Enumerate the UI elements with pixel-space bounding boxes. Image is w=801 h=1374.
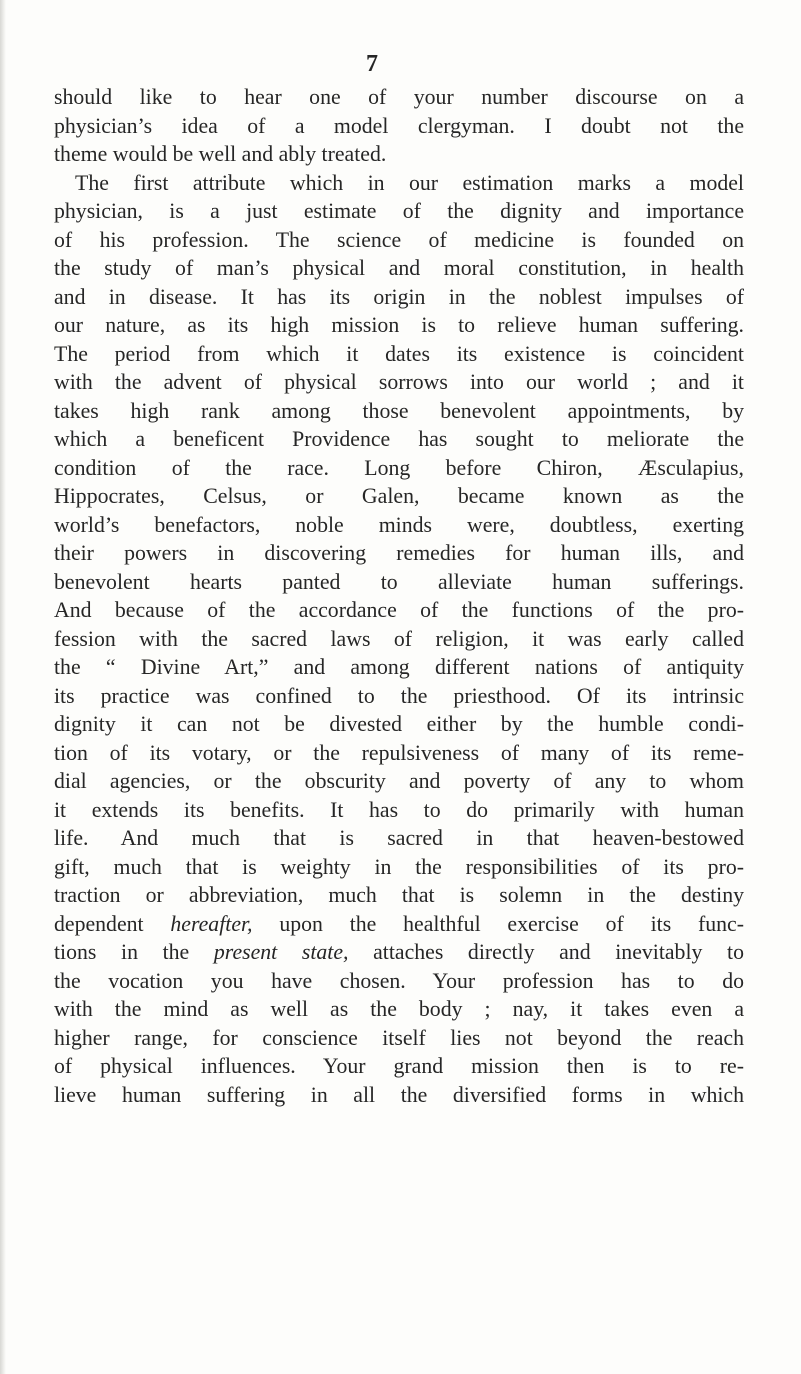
text-line: higher range, for conscience itself lies not beyond the reach xyxy=(54,1025,744,1050)
text-line: their powers in discovering remedies for human ills, and xyxy=(54,541,744,565)
text-line: with the advent of physical sorrows into our world ; and it xyxy=(54,370,744,394)
text-line: The first attribute which in our estimation marks a model xyxy=(75,170,744,195)
text-line: And because of the accordance of the functions of the pro- xyxy=(54,598,744,622)
page-gutter-shadow xyxy=(0,0,6,1374)
text-line: tion of its votary, or the repulsiveness of many of its reme- xyxy=(54,740,744,765)
text-line: condition of the race. Long before Chiron, Æsculapius, xyxy=(54,455,744,480)
text-line: the “ Divine Art,” and among different nations of antiquity xyxy=(54,655,744,679)
text-segment: attaches directly and inevitably to xyxy=(348,940,744,964)
text-line: physician, is a just estimate of the dignity and importance xyxy=(54,199,744,223)
text-line: dignity it can not be divested either by the humble condi- xyxy=(54,712,744,736)
italic-text: hereafter, xyxy=(170,911,253,936)
text-line: dial agencies, or the obscurity and poverty of any to whom xyxy=(54,769,744,793)
text-line: traction or abbreviation, much that is solemn in the destiny xyxy=(54,883,744,907)
text-segment: tions in the xyxy=(54,940,214,964)
text-line: fession with the sacred laws of religion, it was early called xyxy=(54,626,744,651)
text-line: and in disease. It has its origin in the noblest impulses of xyxy=(54,284,744,309)
text-line: with the mind as well as the body ; nay, it takes even a xyxy=(54,997,744,1021)
text-line: the study of man’s physical and moral constitution, in health xyxy=(54,256,744,280)
italic-text: present state, xyxy=(213,940,349,964)
body-text xyxy=(54,83,744,1109)
text-line: which a beneficent Providence has sought to meliorate the xyxy=(54,427,744,451)
text-line: benevolent hearts panted to alleviate human sufferings. xyxy=(54,569,744,594)
text-line: should like to hear one of your number discourse on a xyxy=(54,85,744,109)
text-line: The period from which it dates its existence is coincident xyxy=(54,341,744,366)
text-line: our nature, as its high mission is to relieve human suffering. xyxy=(54,313,744,337)
text-segment: dependent xyxy=(54,911,171,936)
text-line: gift, much that is weighty in the responsibilities of its pro- xyxy=(54,854,744,879)
text-line xyxy=(54,938,744,967)
text-segment: upon the healthful exercise of its func- xyxy=(252,911,744,936)
text-line: its practice was confined to the priesthood. Of its intrinsic xyxy=(54,683,744,708)
text-line: physician’s idea of a model clergyman. I doubt not the xyxy=(54,113,744,138)
text-line: it extends its benefits. It has to do primarily with human xyxy=(54,797,744,822)
text-line: of physical influences. Your grand mission then is to re- xyxy=(54,1054,744,1078)
text-line: life. And much that is sacred in that heaven-bestowed xyxy=(54,826,744,850)
text-line: takes high rank among those benevolent appointments, by xyxy=(54,398,744,423)
text-line: lieve human suffering in all the diversified forms in which xyxy=(54,1082,744,1107)
page-number: 7 xyxy=(366,51,378,77)
text-line: world’s benefactors, noble minds were, doubtless, exerting xyxy=(54,512,744,537)
text-line: the vocation you have chosen. Your profession has to do xyxy=(54,968,744,993)
text-line xyxy=(54,910,744,939)
text-line: Hippocrates, Celsus, or Galen, became known as the xyxy=(54,484,744,508)
text-line: of his profession. The science of medicine is founded on xyxy=(54,227,744,252)
text-line: theme would be well and ably treated. xyxy=(54,142,387,166)
